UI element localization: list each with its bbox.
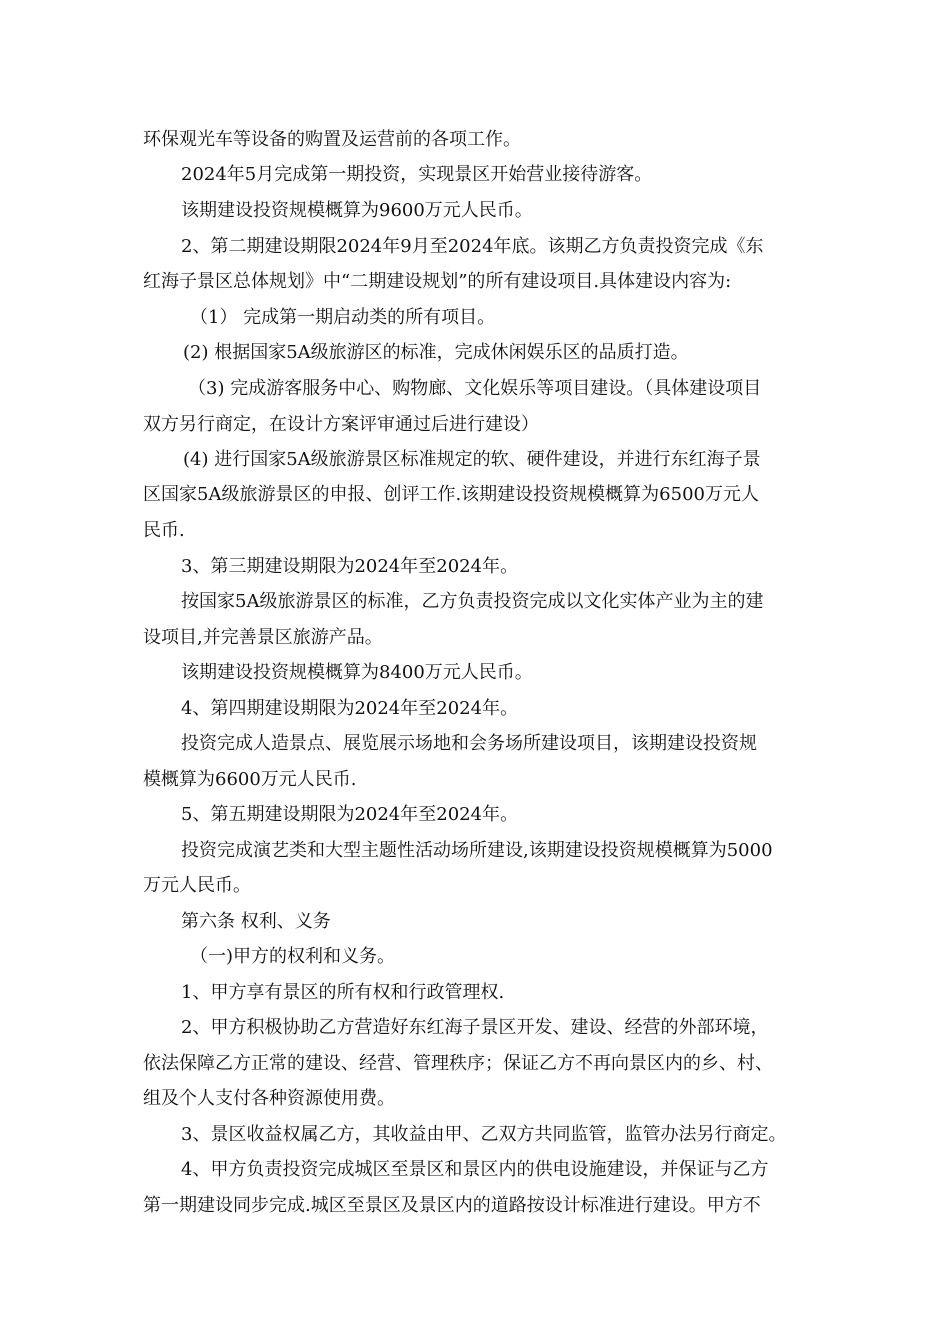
- text-line: (4) 进行国家5A级旅游景区标准规定的软、硬件建设，并进行东红海子景: [183, 449, 761, 470]
- section-heading: 第六条 权利、义务: [181, 911, 331, 932]
- text-line: （一)甲方的权利和义务。: [190, 946, 396, 967]
- text-line: 该期建设投资规模概算为8400万元人民币。: [181, 662, 533, 683]
- text-line: 设项目,并完善景区旅游产品。: [143, 627, 383, 648]
- text-line: 2、甲方积极协助乙方营造好东红海子景区开发、建设、经营的外部环境，: [181, 1017, 769, 1038]
- text-line: 环保观光车等设备的购置及运营前的各项工作。: [143, 129, 521, 150]
- text-line: 万元人民币。: [143, 875, 251, 896]
- text-line: 该期建设投资规模概算为9600万元人民币。: [181, 200, 533, 221]
- text-line: （1） 完成第一期启动类的所有项目。: [190, 307, 496, 328]
- text-line: 按国家5A级旅游景区的标准，乙方负责投资完成以文化实体产业为主的建: [181, 591, 764, 612]
- text-line: 投资完成人造景点、展览展示场地和会务场所建设项目，该期建设投资规: [181, 733, 757, 754]
- text-line: 第一期建设同步完成.城区至景区及景区内的道路按设计标准进行建设。甲方不: [143, 1195, 761, 1216]
- text-line: 组及个人支付各种资源使用费。: [143, 1088, 395, 1109]
- text-line: 区国家5A级旅游景区的申报、创评工作.该期建设投资规模概算为6500万元人: [143, 484, 759, 505]
- text-line: 3、第三期建设期限为2024年至2024年。: [181, 556, 519, 577]
- text-line: 4、第四期建设期限为2024年至2024年。: [181, 698, 519, 719]
- text-line: 1、甲方享有景区的所有权和行政管理权.: [181, 982, 505, 1003]
- text-line: 模概算为6600万元人民币.: [143, 769, 357, 790]
- text-line: 2、第二期建设期限2024年9月至2024年底。该期乙方负责投资完成《东: [181, 236, 764, 257]
- text-line: （3) 完成游客服务中心、购物廊、文化娱乐等项目建设。（具体建设项目: [188, 378, 762, 399]
- text-line: 依法保障乙方正常的建设、经营、管理秩序；保证乙方不再向景区内的乡、村、: [143, 1053, 773, 1074]
- text-line: 4、甲方负责投资完成城区至景区和景区内的供电设施建设，并保证与乙方: [181, 1159, 769, 1180]
- text-line: 民币.: [143, 520, 185, 541]
- text-line: 2024年5月完成第一期投资，实现景区开始营业接待游客。: [181, 164, 653, 185]
- text-line: 红海子景区总体规划》中“二期建设规划”的所有建设项目.具体建设内容为:: [143, 271, 732, 292]
- text-line: (2) 根据国家5A级旅游区的标准，完成休闲娱乐区的品质打造。: [183, 342, 689, 363]
- text-line: 3、景区收益权属乙方，其收益由甲、乙双方共同监管，监管办法另行商定。: [181, 1124, 787, 1145]
- text-line: 双方另行商定，在设计方案评审通过后进行建设）: [143, 414, 539, 435]
- text-line: 投资完成演艺类和大型主题性活动场所建设,该期建设投资规模概算为5000: [181, 840, 773, 861]
- text-line: 5、第五期建设期限为2024年至2024年。: [181, 804, 519, 825]
